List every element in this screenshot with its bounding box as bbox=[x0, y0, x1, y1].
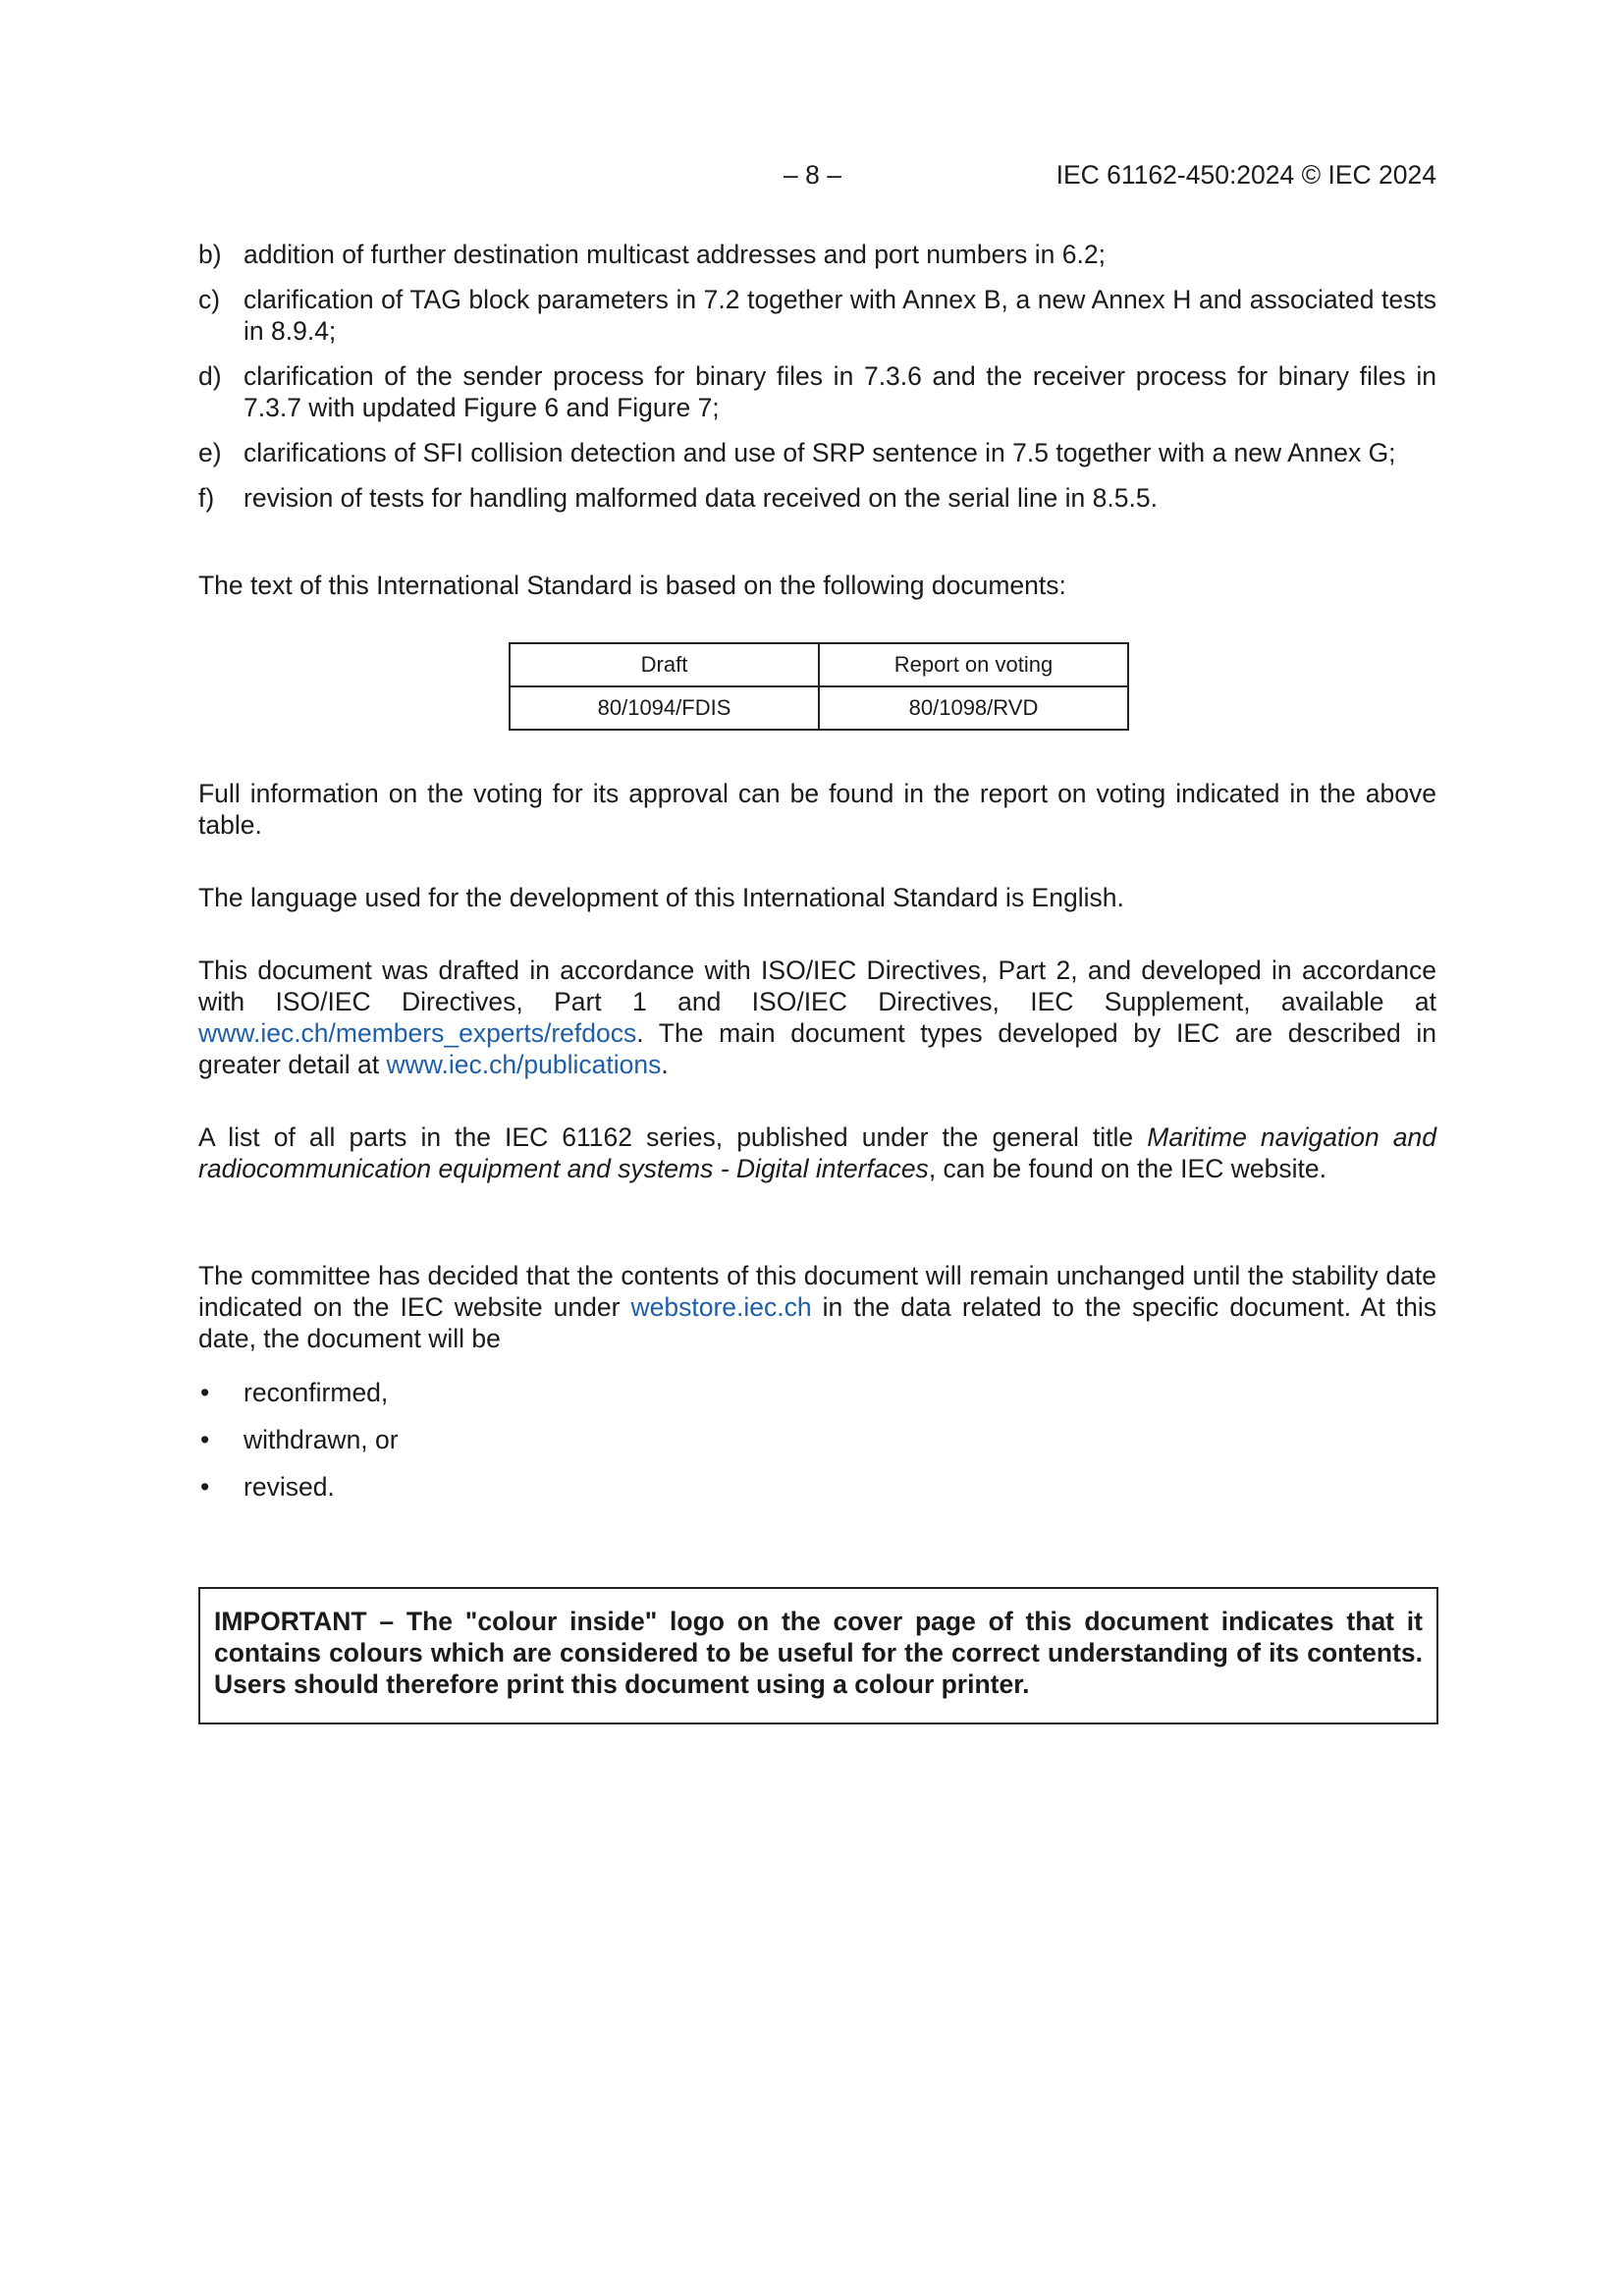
list-item bbox=[198, 284, 1436, 347]
list-item bbox=[198, 437, 1436, 468]
table-header-cell: Draft bbox=[510, 643, 819, 686]
documents-table bbox=[509, 642, 1129, 731]
list-marker: f) bbox=[198, 483, 215, 513]
bullet-icon: • bbox=[200, 1378, 210, 1407]
list-item-text: reconfirmed, bbox=[243, 1378, 389, 1407]
series-paragraph bbox=[198, 1121, 1436, 1184]
list-item bbox=[198, 1471, 399, 1518]
series-text: A list of all parts in the IEC 61162 series, published under the general title bbox=[198, 1122, 1148, 1152]
webstore-link[interactable]: webstore.iec.ch bbox=[630, 1292, 812, 1322]
list-item-text: revised. bbox=[243, 1472, 335, 1502]
important-notice-box bbox=[198, 1587, 1438, 1724]
directives-text: This document was drafted in accordance with ISO/IEC Directives, Part 2, and developed in accordance with ISO/IEC Directives, Part 1 and ISO/IEC Directives, IEC Supplement, available at bbox=[198, 956, 1436, 1016]
list-item bbox=[198, 360, 1436, 423]
page-header bbox=[198, 159, 1436, 192]
list-marker: e) bbox=[198, 438, 222, 467]
important-notice-text: IMPORTANT – The "colour inside" logo on the cover page of this document indicates that it contains colours which are considered to be useful for the correct understanding of its contents. Users should therefore print this document using a colour printer. bbox=[214, 1607, 1423, 1699]
table-cell: 80/1094/FDIS bbox=[510, 686, 819, 730]
refdocs-link[interactable]: www.iec.ch/members_experts/refdocs bbox=[198, 1018, 637, 1048]
page-number: – 8 – bbox=[784, 160, 841, 190]
language-text: The language used for the development of this International Standard is English. bbox=[198, 883, 1124, 912]
document-reference: IEC 61162-450:2024 © IEC 2024 bbox=[1055, 160, 1436, 190]
table-header-row bbox=[510, 643, 1128, 686]
bullet-icon: • bbox=[200, 1472, 210, 1502]
list-item bbox=[198, 482, 1436, 514]
list-marker: b) bbox=[198, 240, 222, 269]
stability-text: The committee has decided that the contents of this document will remain unchanged until the stability date indicated on the IEC website under bbox=[198, 1261, 1436, 1322]
list-item bbox=[198, 239, 1436, 270]
table-row bbox=[510, 686, 1128, 730]
list-item-text: clarification of the sender process for binary files in 7.3.6 and the receiver process for binary files in 7.3.7 with updated Figure 6 and Figure 7; bbox=[243, 361, 1436, 422]
directives-text: . bbox=[661, 1050, 669, 1079]
directives-text: . The main document types developed by IEC are described in greater detail at bbox=[198, 1018, 1436, 1079]
directives-paragraph bbox=[198, 955, 1436, 1080]
table-header-cell: Report on voting bbox=[819, 643, 1128, 686]
list-item-text: addition of further destination multicast addresses and port numbers in 6.2; bbox=[243, 240, 1106, 269]
list-marker: d) bbox=[198, 361, 222, 391]
voting-info: Full information on the voting for its approval can be found in the report on voting indicated in the above table. bbox=[198, 779, 1436, 840]
list-item-text: withdrawn, or bbox=[243, 1425, 399, 1454]
outcomes-list bbox=[198, 1377, 399, 1518]
bullet-icon: • bbox=[200, 1425, 210, 1454]
publications-link[interactable]: www.iec.ch/publications bbox=[386, 1050, 662, 1079]
list-item-text: revision of tests for handling malformed data received on the serial line in 8.5.5. bbox=[243, 483, 1158, 513]
list-marker: c) bbox=[198, 285, 221, 314]
list-item-text: clarifications of SFI collision detection and use of SRP sentence in 7.5 together with a new Annex G; bbox=[243, 438, 1396, 467]
series-title: Maritime navigation and radiocommunication equipment and systems - Digital interfaces bbox=[198, 1122, 1436, 1183]
series-text: , can be found on the IEC website. bbox=[928, 1154, 1326, 1183]
table-cell: 80/1098/RVD bbox=[819, 686, 1128, 730]
list-item bbox=[198, 1377, 399, 1424]
stability-text: in the data related to the specific document. At this date, the document will be bbox=[198, 1292, 1436, 1353]
intro-text: The text of this International Standard is based on the following documents: bbox=[198, 571, 1066, 600]
stability-paragraph bbox=[198, 1260, 1436, 1354]
list-item bbox=[198, 1424, 399, 1471]
changes-list bbox=[198, 239, 1436, 527]
list-item-text: clarification of TAG block parameters in 7.2 together with Annex B, a new Annex H and associated tests in 8.9.4; bbox=[243, 285, 1436, 346]
document-page bbox=[198, 0, 1436, 2296]
